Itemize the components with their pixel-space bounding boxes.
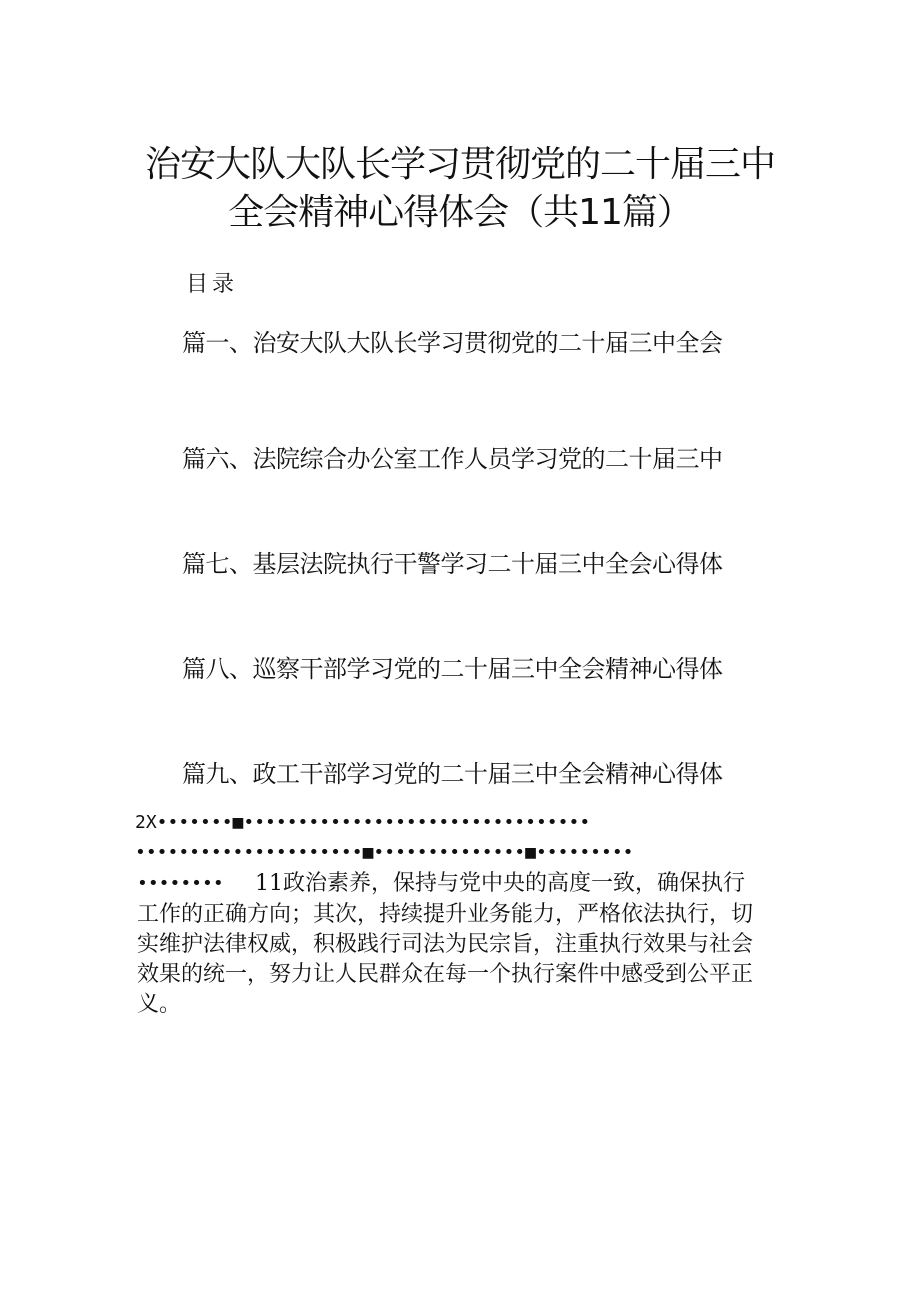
toc-item-1[interactable]: 篇一、治安大队大队长学习贯彻党的二十届三中全会 (182, 329, 723, 357)
body-paragraph-line-4: 效果的统一，努力让人民群众在每一个执行案件中感受到公平正 (137, 962, 754, 987)
body-paragraph-line-3: 实维护法律权威，积极践行司法为民宗旨，注重执行效果与社会 (137, 932, 754, 957)
toc-heading: 目录 (186, 272, 239, 297)
toc-leader-line-3: •••••••• (137, 873, 224, 894)
toc-item-6[interactable]: 篇六、法院综合办公室工作人员学习党的二十届三中 (182, 445, 723, 473)
toc-item-9[interactable]: 篇九、政工干部学习党的二十届三中全会精神心得体 (182, 760, 723, 788)
toc-leader-line-2: •••••••••••••••••••••■••••••••••••••■••••••••• (135, 842, 634, 863)
document-title-line-2: 全会精神心得体会（共11篇） (228, 192, 692, 233)
toc-item-7[interactable]: 篇七、基层法院执行干警学习二十届三中全会心得体 (182, 550, 723, 578)
document-title-line-1: 治安大队大队长学习贯彻党的二十届三中 (144, 144, 775, 185)
body-paragraph-line-5: 义。 (137, 992, 182, 1017)
body-paragraph-line-1: 11政治素养，保持与党中央的高度一致，确保执行 (255, 871, 745, 896)
toc-leader-line-1: 2X•••••••■•••••••••••••••••••••••••••••••• (135, 812, 591, 833)
body-paragraph-line-2: 工作的正确方向；其次，持续提升业务能力，严格依法执行，切 (137, 902, 754, 927)
toc-item-8[interactable]: 篇八、巡察干部学习党的二十届三中全会精神心得体 (182, 655, 723, 683)
